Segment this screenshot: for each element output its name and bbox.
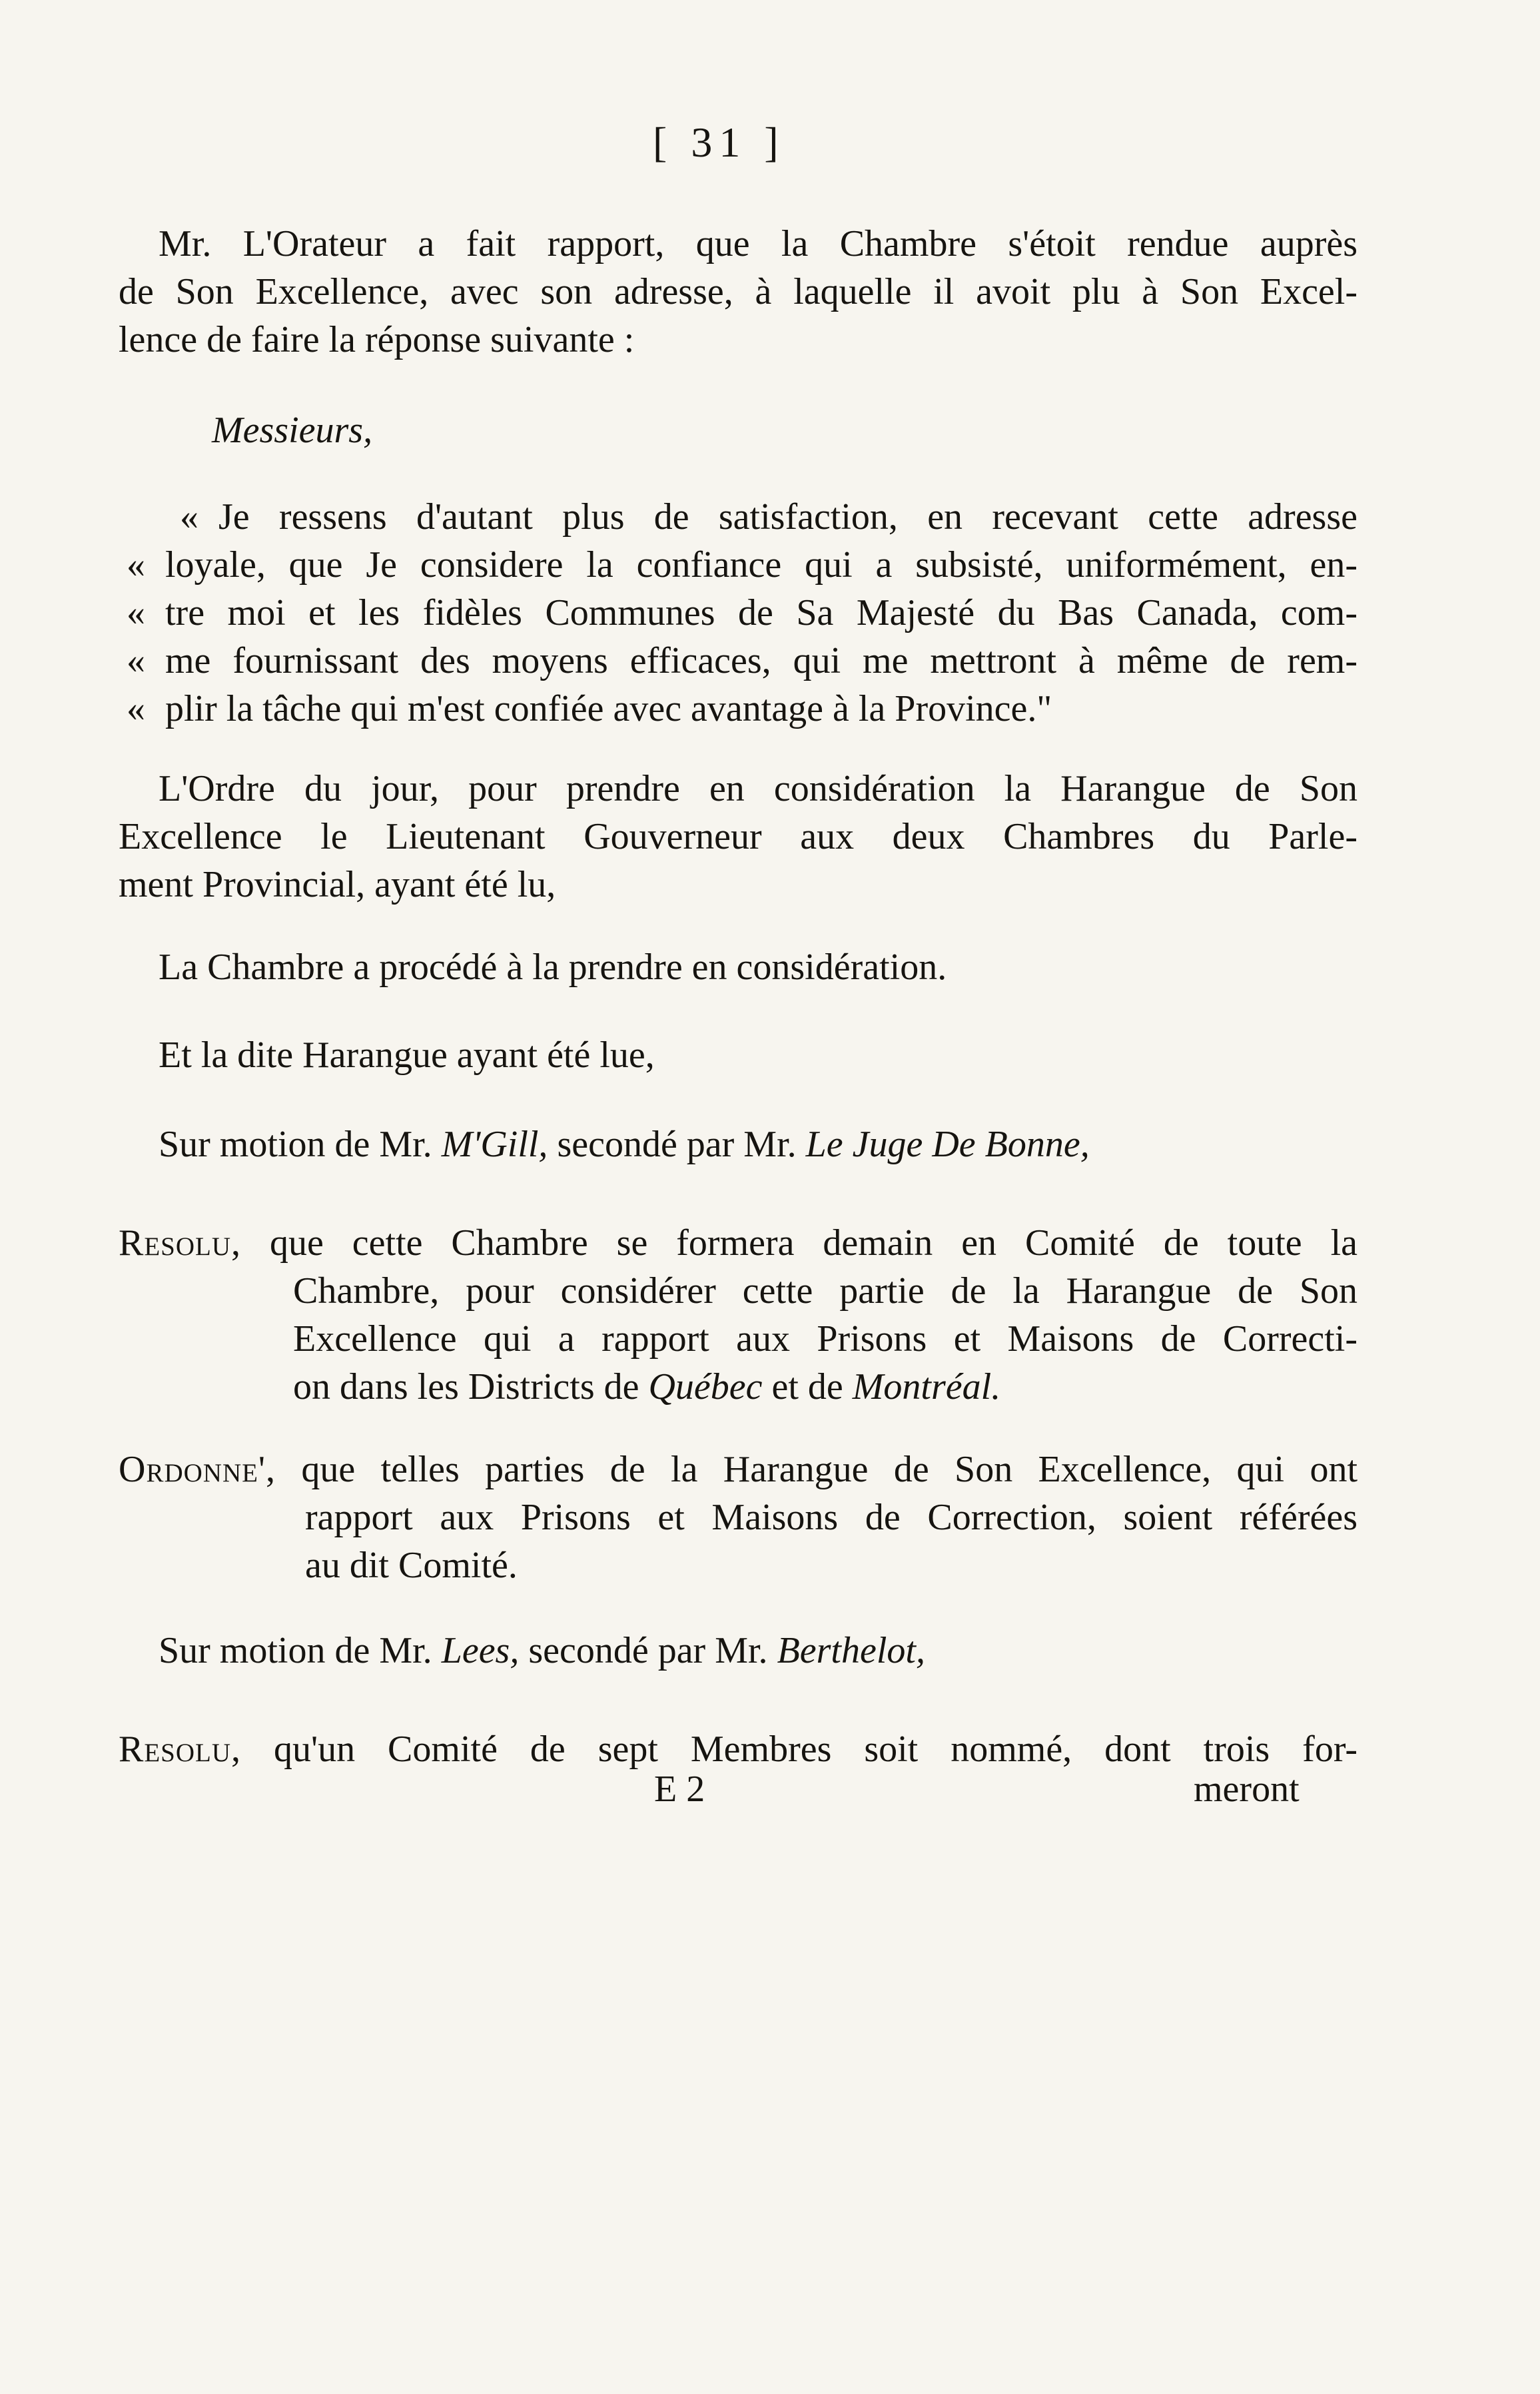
ordonne-line-3: au dit Comité. [305, 1545, 518, 1586]
quote-line-4: « me fournissant des moyens efficaces, qui me mettront à même de rem- [127, 640, 1357, 681]
quote-line-3: « tre moi et les fidèles Communes de Sa Majesté du Bas Canada, com- [127, 592, 1357, 633]
signature-mark: E 2 [654, 1769, 705, 1810]
resolu2-label: Resolu, [119, 1729, 242, 1770]
page-number: [ 31 ] [653, 119, 785, 166]
quote-line-5: « plir la tâche qui m'est confiée avec avantage à la Province." [127, 688, 1052, 729]
salutation: Messieurs, [212, 410, 373, 451]
para1-line-1: Mr. L'Orateur a fait rapport, que la Chambre s'étoit rendue auprès [159, 223, 1357, 264]
para4: Et la dite Harangue ayant été lue, [159, 1034, 655, 1076]
para3: La Chambre a procédé à la prendre en considération. [159, 947, 947, 988]
resolu1-label: Resolu, [119, 1222, 242, 1264]
catchword: meront [1194, 1769, 1300, 1810]
para1-line-2: de Son Excellence, avec son adresse, à laquelle il avoit plu à Son Excel- [119, 271, 1357, 312]
quote-mark: « [180, 496, 198, 538]
para2-line-2: Excellence le Lieutenant Gouverneur aux deux Chambres du Parle- [119, 816, 1357, 857]
motion1: Sur motion de Mr. M'Gill, secondé par Mr. Le Juge De Bonne, [159, 1124, 1090, 1165]
ordonne-line-1: Ordonne', que telles parties de la Harangue de Son Excellence, qui ont [119, 1449, 1358, 1490]
resolu1-line-2: Chambre, pour considérer cette partie de la Harangue de Son [293, 1270, 1357, 1312]
ordonne-label: Ordonne', [119, 1449, 276, 1490]
para2-line-1: L'Ordre du jour, pour prendre en considération la Harangue de Son [159, 768, 1357, 809]
quote-line-2: « loyale, que Je considere la confiance qui a subsisté, uniformément, en- [127, 544, 1357, 586]
quote-line-1: « Je ressens d'autant plus de satisfaction, en recevant cette adresse [180, 493, 1357, 541]
resolu1-line-3: Excellence qui a rapport aux Prisons et Maisons de Correcti- [293, 1318, 1357, 1360]
para1-line-3: lence de faire la réponse suivante : [119, 319, 635, 360]
motion2: Sur motion de Mr. Lees, secondé par Mr. Berthelot, [159, 1630, 925, 1671]
para2-line-3: ment Provincial, ayant été lu, [119, 864, 556, 905]
resolu2-line-1: Resolu, qu'un Comité de sept Membres soit nommé, dont trois for- [119, 1729, 1357, 1770]
resolu1-line-4: on dans les Districts de Québec et de Montréal. [293, 1366, 1001, 1407]
resolu1-line-1: Resolu, que cette Chambre se formera demain en Comité de toute la [119, 1222, 1357, 1264]
ordonne-line-2: rapport aux Prisons et Maisons de Correction, soient référées [305, 1497, 1357, 1538]
